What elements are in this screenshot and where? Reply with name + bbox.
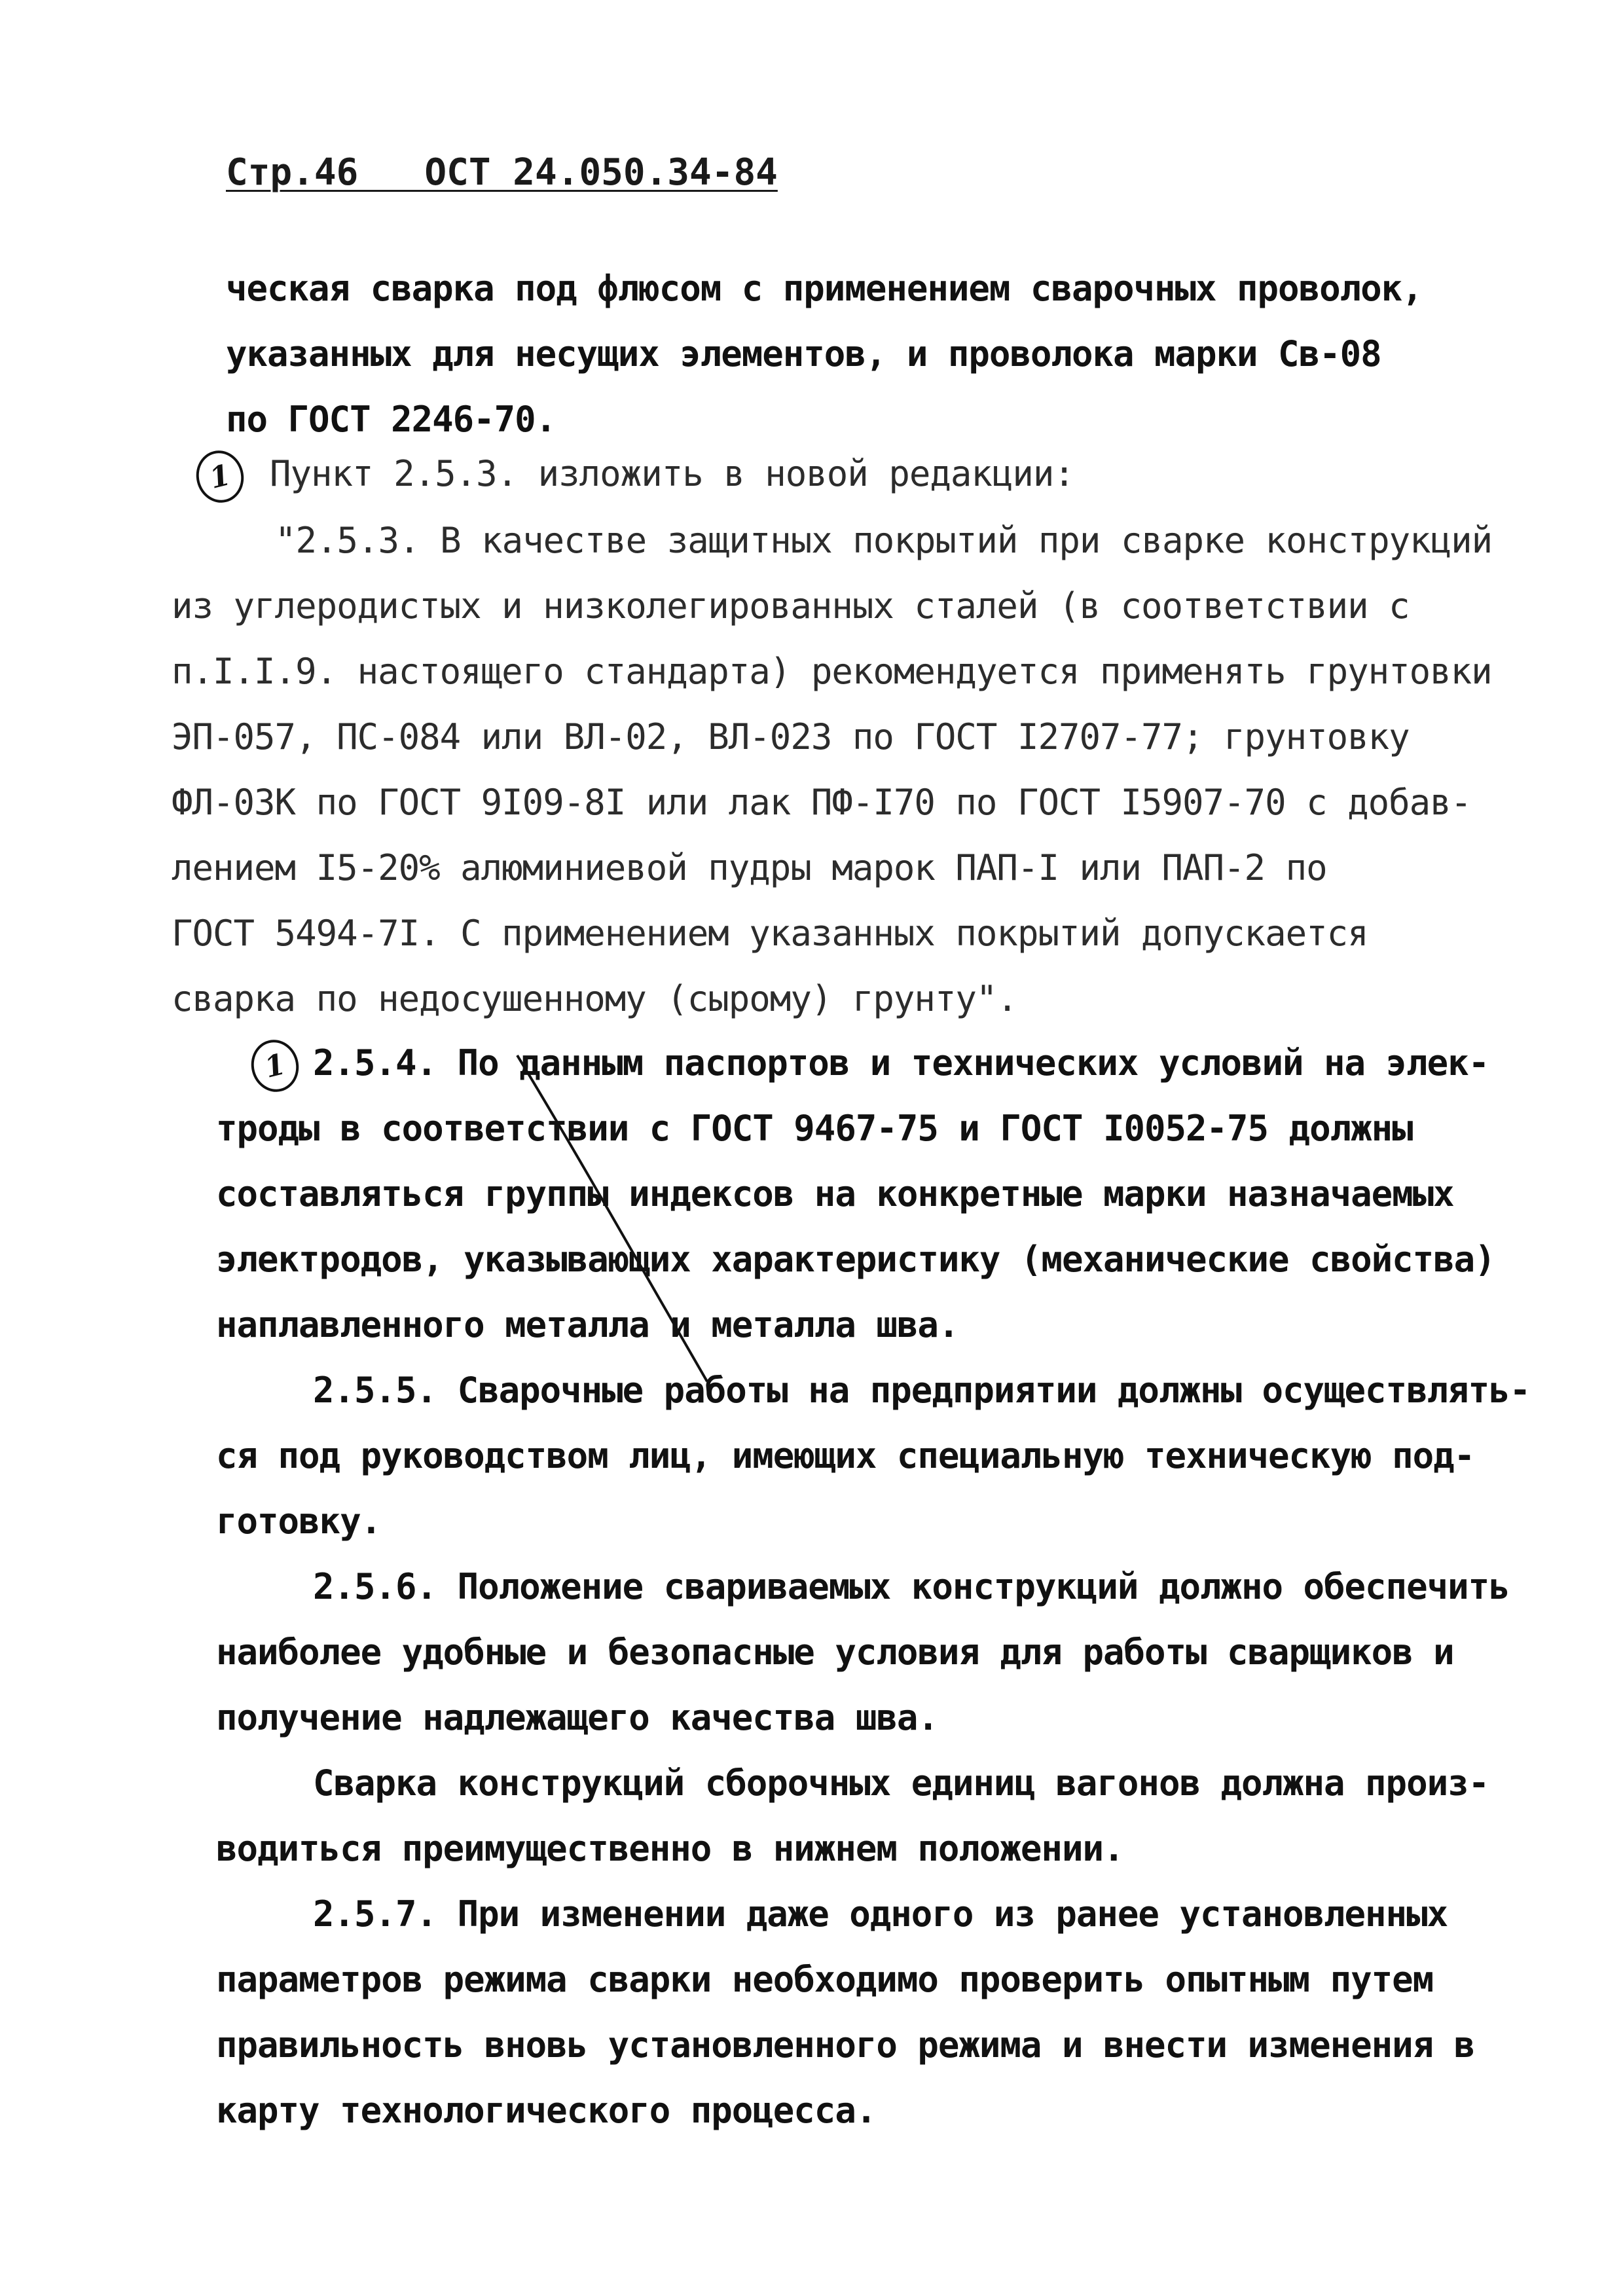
text-line: Пункт 2.5.3. изложить в новой редакции:	[270, 453, 1074, 494]
text-line: ГОСТ 5494-7I. С применением указанных покрытий допускается	[172, 913, 1368, 954]
text-line: наиболее удобные и безопасные условия для работы сварщиков и	[216, 1631, 1454, 1673]
text-line: ся под руководством лиц, имеющих специальную техническую под-	[216, 1435, 1475, 1476]
text-line: наплавленного металла и металла шва.	[216, 1304, 959, 1345]
text-line: 2.5.7. При изменении даже одного из ранее установленных	[313, 1893, 1448, 1935]
text-line: водиться преимущественно в нижнем положении.	[216, 1828, 1124, 1869]
revision-mark-label: 1	[206, 458, 234, 496]
text-line: 2.5.4. По данным паспортов и технических условий на элек-	[313, 1042, 1489, 1084]
revision-mark-label: 1	[261, 1047, 289, 1085]
text-line: готовку.	[216, 1501, 382, 1542]
text-line: по ГОСТ 2246-70.	[226, 399, 556, 440]
text-line: карту технологического процесса.	[216, 2090, 877, 2131]
text-line: ФЛ-03К по ГОСТ 9I09-8I или лак ПФ-I70 по ГОСТ I5907-70 с добав-	[172, 782, 1472, 823]
text-line: составляться группы индексов на конкретные марки назначаемых	[216, 1173, 1454, 1214]
text-line: указанных для несущих элементов, и проволока марки Св-08	[226, 333, 1381, 374]
page-header: Стр.46 ОСТ 24.050.34-84	[226, 151, 778, 194]
text-line: Сварка конструкций сборочных единиц вагонов должна произ-	[313, 1762, 1489, 1804]
revision-mark-circle	[191, 445, 249, 507]
text-line: правильность вновь установленного режима и внести изменения в	[216, 2024, 1475, 2066]
text-line: ческая сварка под флюсом с применением сварочных проволок,	[226, 268, 1423, 309]
text-line: ЭП-057, ПС-084 или ВЛ-02, ВЛ-023 по ГОСТ I2707-77; грунтовку	[172, 716, 1410, 757]
text-line: из углеродистых и низколегированных сталей (в соответствии с	[172, 585, 1410, 627]
revision-mark-circle	[246, 1034, 304, 1097]
text-line: троды в соответствии с ГОСТ 9467-75 и ГОСТ I0052-75 должны	[216, 1108, 1413, 1149]
text-line: получение надлежащего качества шва.	[216, 1697, 938, 1738]
text-line: параметров режима сварки необходимо проверить опытным путем	[216, 1959, 1434, 2000]
text-line: 2.5.5. Сварочные работы на предприятии должны осуществлять-	[313, 1370, 1531, 1411]
text-line: лением I5-20% алюминиевой пудры марок ПАП-I или ПАП-2 по	[172, 847, 1327, 888]
text-line: п.I.I.9. настоящего стандарта) рекомендуется применять грунтовки	[172, 651, 1492, 692]
text-line: электродов, указывающих характеристику (механические свойства)	[216, 1239, 1495, 1280]
text-line: сварка по недосушенному (сырому) грунту".	[172, 978, 1017, 1019]
text-line: "2.5.3. В качестве защитных покрытий при сварке конструкций	[275, 520, 1493, 561]
text-line: 2.5.6. Положение свариваемых конструкций должно обеспечить	[313, 1566, 1510, 1607]
